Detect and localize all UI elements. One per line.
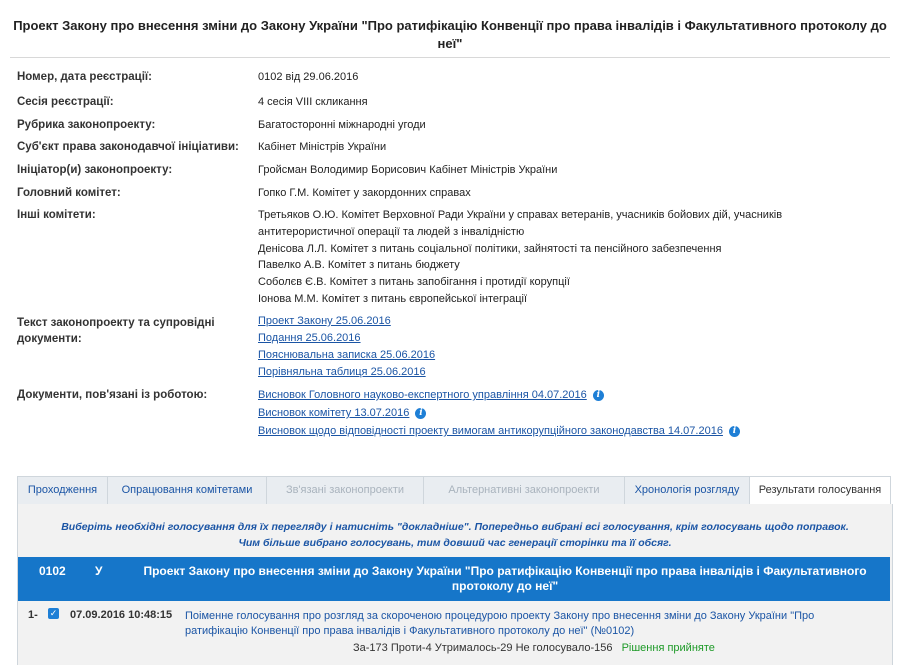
- voting-instruction: [0, 519, 900, 551]
- submission-link[interactable]: Подання 25.06.2016: [258, 332, 361, 344]
- info-icon[interactable]: i: [729, 426, 740, 437]
- subject-label: Суб'єкт права законодавчої ініціативи:: [17, 141, 239, 153]
- initiators-value: Гройсман Володимир Борисович Кабінет Міністрів України: [258, 164, 558, 176]
- bill-text-label: [17, 315, 252, 347]
- tab-alternative-bills[interactable]: Альтернативні законопроекти: [423, 476, 624, 504]
- reg-number-value: 0102 від 29.06.2016: [258, 71, 359, 83]
- related-docs-links: [258, 386, 858, 440]
- info-icon[interactable]: i: [593, 390, 604, 401]
- reg-number-label: Номер, дата реєстрації:: [17, 71, 152, 83]
- bill-text-label-line: документи:: [17, 333, 82, 345]
- committee-line: Павелко А.В. Комітет з питань бюджету: [258, 259, 460, 272]
- main-committee-value: Гопко Г.М. Комітет у закордонних справах: [258, 187, 471, 199]
- bill-text-label-line: Текст законопроекту та супровідні: [17, 317, 215, 329]
- other-committees-list: [258, 207, 858, 308]
- tab-voting-results[interactable]: Результати голосування: [749, 476, 891, 505]
- bill-type: У: [95, 564, 103, 578]
- anticorruption-conclusion-link[interactable]: Висновок щодо відповідності проекту вимогам антикорупційного законодавства 14.07.2016: [258, 425, 723, 437]
- vote-index: 1-: [28, 609, 38, 621]
- other-committees-label: Інші комітети:: [17, 209, 96, 221]
- committee-line: Денісова Л.Л. Комітет з питань соціальної політики, зайнятості та пенсійного забезпечення: [258, 242, 722, 255]
- session-value: 4 сесія VIII скликання: [258, 96, 368, 108]
- subject-value: Кабінет Міністрів України: [258, 141, 387, 153]
- committee-conclusion-link[interactable]: Висновок комітету 13.07.2016: [258, 407, 410, 419]
- tab-committee-processing[interactable]: Опрацювання комітетами: [107, 476, 266, 504]
- committee-line: антитерористичної операції та людей з інвалідністю: [258, 225, 525, 238]
- committee-line: Третьяков О.Ю. Комітет Верховної Ради України у справах ветеранів, учасників бойових дій, учасників: [258, 209, 783, 221]
- vote-description-link[interactable]: Поіменне голосування про розгляд за скороченою процедурою проекту Закону про внесення зміни до Закону України "Про ратифікацію Конвенції про права інвалідів і Факультативного протоколу до неї" (№0102): [185, 610, 815, 637]
- explanatory-note-link[interactable]: Пояснювальна записка 25.06.2016: [258, 349, 436, 361]
- vote-datetime: 07.09.2016 10:48:15: [70, 609, 173, 621]
- bill-draft-link[interactable]: Проект Закону 25.06.2016: [258, 315, 391, 327]
- main-committee-label: Головний комітет:: [17, 187, 121, 199]
- session-label: Сесія реєстрації:: [17, 96, 114, 108]
- bill-title: Проект Закону про внесення зміни до Закону України "Про ратифікацію Конвенції про права інвалідів і Факультативного протоколу до неї": [143, 564, 867, 593]
- comparative-table-link[interactable]: Порівняльна таблиця 25.06.2016: [258, 366, 426, 378]
- bill-number: 0102: [39, 564, 66, 578]
- rubric-label: Рубрика законопроекту:: [17, 119, 156, 131]
- rubric-value: Багатосторонні міжнародні угоди: [258, 119, 426, 131]
- vote-row: [18, 601, 890, 665]
- bill-text-links: [258, 313, 858, 381]
- vote-decision: Рішення прийняте: [621, 642, 715, 654]
- tab-review-chronology[interactable]: Хронологія розгляду: [624, 476, 749, 504]
- committee-line: Іонова М.М. Комітет з питань європейської інтеграції: [258, 292, 528, 305]
- tab-bar: [17, 476, 891, 505]
- info-icon[interactable]: i: [415, 408, 426, 419]
- title-divider: [10, 57, 890, 58]
- committee-line: Соболєв Є.В. Комітет з питань запобігання і протидії корупції: [258, 276, 570, 289]
- checkmark-icon: ✓: [49, 608, 58, 618]
- vote-tally: За-173 Проти-4 Утрималось-29 Не голосувало-156: [353, 642, 613, 654]
- instruction-line: Чим більше вибрано голосувань, тим довший час генерації сторінки та її обсяг.: [238, 537, 672, 549]
- vote-result: [353, 642, 715, 654]
- page-title: Проект Закону про внесення зміни до Закону України "Про ратифікацію Конвенції про права інвалідів і Факультативного протоколу до неї": [13, 18, 887, 51]
- tab-linked-bills[interactable]: Зв'язані законопроекти: [266, 476, 423, 504]
- vote-checkbox[interactable]: [48, 608, 59, 619]
- initiators-label: Ініціатор(и) законопроекту:: [17, 164, 173, 176]
- expert-conclusion-link[interactable]: Висновок Головного науково-експертного управління 04.07.2016: [258, 389, 587, 401]
- related-docs-label: Документи, пов'язані із роботою:: [17, 389, 208, 401]
- tab-passage[interactable]: Проходження: [17, 476, 107, 504]
- bill-header: [18, 557, 890, 601]
- instruction-line: Виберіть необхідні голосування для їх перегляду і натисніть "докладніше". Попередньо вибрані всі голосування, крім голосувань щодо поправок.: [61, 521, 849, 533]
